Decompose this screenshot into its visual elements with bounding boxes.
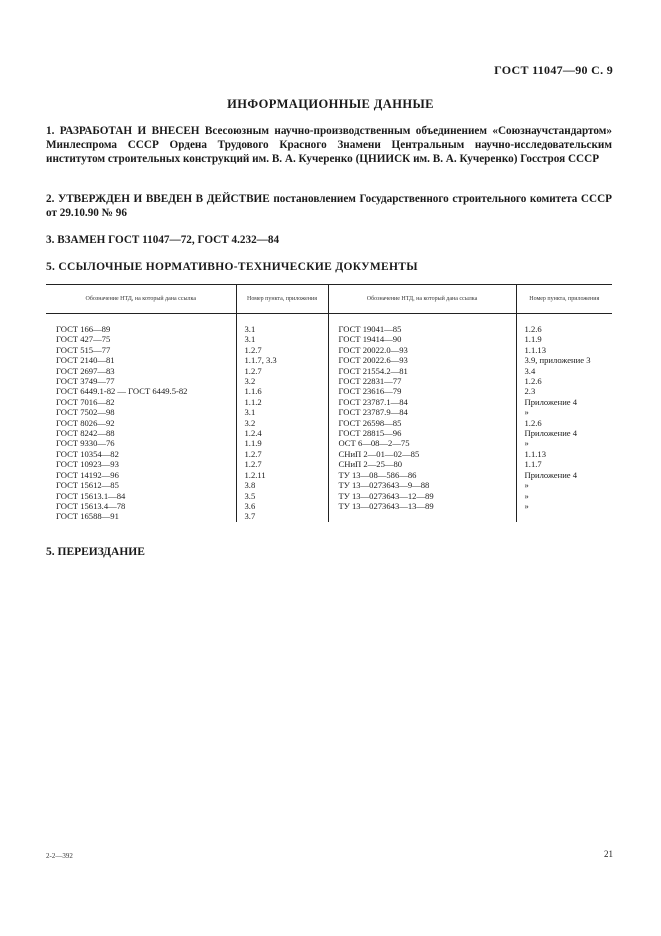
table-header-row	[46, 285, 612, 314]
table-row	[46, 345, 612, 355]
page-number: 21	[604, 849, 613, 859]
item-3-lead: 3. ВЗАМЕН ГОСТ 11047—72, ГОСТ 4.232—84	[46, 234, 280, 246]
page-header: ГОСТ 11047—90 С. 9	[494, 63, 613, 77]
references-table	[46, 284, 612, 522]
ref-clause-right: »	[516, 501, 612, 511]
ref-doc-right: ТУ 13—0273643—9—88	[328, 480, 516, 490]
ref-clause-left: 1.2.11	[236, 470, 328, 480]
ref-doc-right: ГОСТ 20022.0—93	[328, 345, 516, 355]
ref-clause-left: 1.2.7	[236, 449, 328, 459]
references-table-body	[46, 314, 612, 522]
ref-clause-left: 3.5	[236, 491, 328, 501]
ref-clause-left: 3.7	[236, 511, 328, 521]
ref-clause-left: 1.2.7	[236, 366, 328, 376]
col-header-doc-right: Обозначение НТД, на который дана ссылка	[328, 285, 516, 314]
ref-clause-right: Приложение 4	[516, 428, 612, 438]
ref-doc-left: ГОСТ 3749—77	[56, 376, 115, 387]
ref-clause-right: Приложение 4	[516, 397, 612, 407]
table-row	[46, 501, 612, 511]
ref-doc-left: ГОСТ 515—77	[56, 344, 111, 355]
table-row	[46, 386, 612, 396]
ref-clause-right: 1.1.13	[516, 345, 612, 355]
item-1	[46, 124, 612, 167]
ref-doc-right: ГОСТ 23787.1—84	[328, 397, 516, 407]
ref-clause-left: 1.2.4	[236, 428, 328, 438]
ref-doc-left: ГОСТ 427—75	[56, 334, 111, 345]
ref-clause-left: 3.2	[236, 376, 328, 386]
ref-clause-right: 1.1.9	[516, 334, 612, 344]
ref-clause-left: 1.1.7, 3.3	[236, 355, 328, 365]
ref-clause-left: 1.2.7	[236, 459, 328, 469]
ref-doc-left: ГОСТ 14192—96	[56, 469, 119, 480]
item-1-lead: 1. РАЗРАБОТАН И ВНЕСЕН	[46, 125, 200, 137]
ref-doc-left: ГОСТ 9330—76	[56, 438, 115, 449]
ref-clause-left: 1.1.6	[236, 386, 328, 396]
table-row	[46, 366, 612, 376]
ref-doc-left: ГОСТ 15613.4—78	[56, 500, 126, 511]
ref-clause-left: 3.1	[236, 334, 328, 344]
ref-clause-left: 3.8	[236, 480, 328, 490]
ref-doc-left: ГОСТ 2140—81	[56, 355, 115, 366]
table-row	[46, 459, 612, 469]
ref-clause-right	[516, 511, 612, 521]
ref-clause-right: 1.2.6	[516, 418, 612, 428]
item-2-text: постановлением Государственного строительного комитета СССР от 29.10.90 № 96	[46, 193, 612, 220]
ref-clause-right: »	[516, 438, 612, 448]
table-row	[46, 418, 612, 428]
col-header-doc-left: Обозначение НТД, на который дана ссылка	[46, 285, 236, 314]
ref-clause-right: 3.9, приложение 3	[516, 355, 612, 365]
table-row	[46, 449, 612, 459]
ref-doc-left: ГОСТ 8242—88	[56, 428, 115, 439]
ref-doc-left: ГОСТ 7502—98	[56, 407, 115, 418]
ref-clause-right: 2.3	[516, 386, 612, 396]
ref-clause-right: »	[516, 407, 612, 417]
ref-clause-left: 1.1.9	[236, 438, 328, 448]
ref-doc-left: ГОСТ 15613.1—84	[56, 490, 126, 501]
ref-clause-left: 1.2.7	[236, 345, 328, 355]
table-row	[46, 314, 612, 335]
ref-doc-left: ГОСТ 7016—82	[56, 396, 115, 407]
item-2-lead: 2. УТВЕРЖДЕН И ВВЕДЕН В ДЕЙСТВИЕ	[46, 193, 270, 205]
ref-clause-right: Приложение 4	[516, 470, 612, 480]
ref-clause-left: 3.6	[236, 501, 328, 511]
ref-doc-right: ГОСТ 19041—85	[328, 314, 516, 335]
ref-doc-left: ГОСТ 10923—93	[56, 459, 119, 470]
ref-doc-right: ГОСТ 21554.2—81	[328, 366, 516, 376]
ref-clause-right: 1.1.13	[516, 449, 612, 459]
footer-print-code: 2-2—392	[46, 852, 73, 860]
ref-clause-right: 1.2.6	[516, 376, 612, 386]
ref-clause-right: 1.2.6	[516, 314, 612, 335]
reissue-title: 5. ПЕРЕИЗДАНИЕ	[46, 546, 145, 558]
ref-clause-right: 3.4	[516, 366, 612, 376]
table-row	[46, 470, 612, 480]
ref-doc-right: ГОСТ 26598—85	[328, 418, 516, 428]
table-row	[46, 428, 612, 438]
ref-clause-right: 1.1.7	[516, 459, 612, 469]
ref-clause-right: »	[516, 491, 612, 501]
ref-doc-left: ГОСТ 16588—91	[56, 511, 119, 522]
table-row	[46, 438, 612, 448]
table-row	[46, 407, 612, 417]
col-header-clause-right: Номер пункта, приложения	[516, 285, 612, 314]
ref-doc-left: ГОСТ 166—89	[56, 324, 111, 334]
ref-doc-right: ГОСТ 20022.6—93	[328, 355, 516, 365]
ref-doc-right: ОСТ 6—08—2—75	[328, 438, 516, 448]
table-row	[46, 397, 612, 407]
ref-doc-right: ТУ 13—0273643—13—89	[328, 501, 516, 511]
col-header-clause-left: Номер пункта, приложения	[236, 285, 328, 314]
table-row	[46, 355, 612, 365]
ref-doc-left: ГОСТ 2697—83	[56, 365, 115, 376]
section-title: ИНФОРМАЦИОННЫЕ ДАННЫЕ	[227, 97, 434, 111]
ref-doc-left: ГОСТ 8026—92	[56, 417, 115, 428]
ref-doc-right: СНиП 2—25—80	[328, 459, 516, 469]
item-1-text: Всесоюзным научно-производственным объединением «Союзнаучстандартом» Минлеспрома СССР Ордена Трудового Красного Знамени Центральным научно-исследовательским институтом строительных конструкций им. В. А. Кучеренко (ЦНИИСК им. В. А. Кучеренко) Госстроя СССР	[46, 125, 612, 166]
references-title: 5. ССЫЛОЧНЫЕ НОРМАТИВНО-ТЕХНИЧЕСКИЕ ДОКУМЕНТЫ	[46, 261, 418, 273]
table-row	[46, 480, 612, 490]
ref-clause-left: 3.2	[236, 418, 328, 428]
table-row	[46, 376, 612, 386]
table-row	[46, 511, 612, 521]
ref-doc-right: ГОСТ 22831—77	[328, 376, 516, 386]
ref-clause-left: 3.1	[236, 407, 328, 417]
ref-doc-left: ГОСТ 15612—85	[56, 480, 119, 491]
ref-doc-right: ГОСТ 23787.9—84	[328, 407, 516, 417]
ref-clause-right: »	[516, 480, 612, 490]
ref-doc-right: ТУ 13—08—586—86	[328, 470, 516, 480]
ref-doc-right	[328, 511, 516, 521]
item-3	[46, 233, 612, 247]
table-row	[46, 491, 612, 501]
ref-doc-right: ГОСТ 28815—96	[328, 428, 516, 438]
ref-doc-right: ГОСТ 19414—90	[328, 334, 516, 344]
table-row	[46, 334, 612, 344]
ref-doc-left: ГОСТ 6449.1-82 — ГОСТ 6449.5-82	[56, 386, 188, 397]
ref-doc-right: ТУ 13—0273643—12—89	[328, 491, 516, 501]
ref-clause-left: 3.1	[236, 314, 328, 335]
ref-clause-left: 1.1.2	[236, 397, 328, 407]
ref-doc-left: ГОСТ 10354—82	[56, 448, 119, 459]
ref-doc-right: СНиП 2—01—02—85	[328, 449, 516, 459]
ref-doc-right: ГОСТ 23616—79	[328, 386, 516, 396]
item-2	[46, 192, 612, 220]
